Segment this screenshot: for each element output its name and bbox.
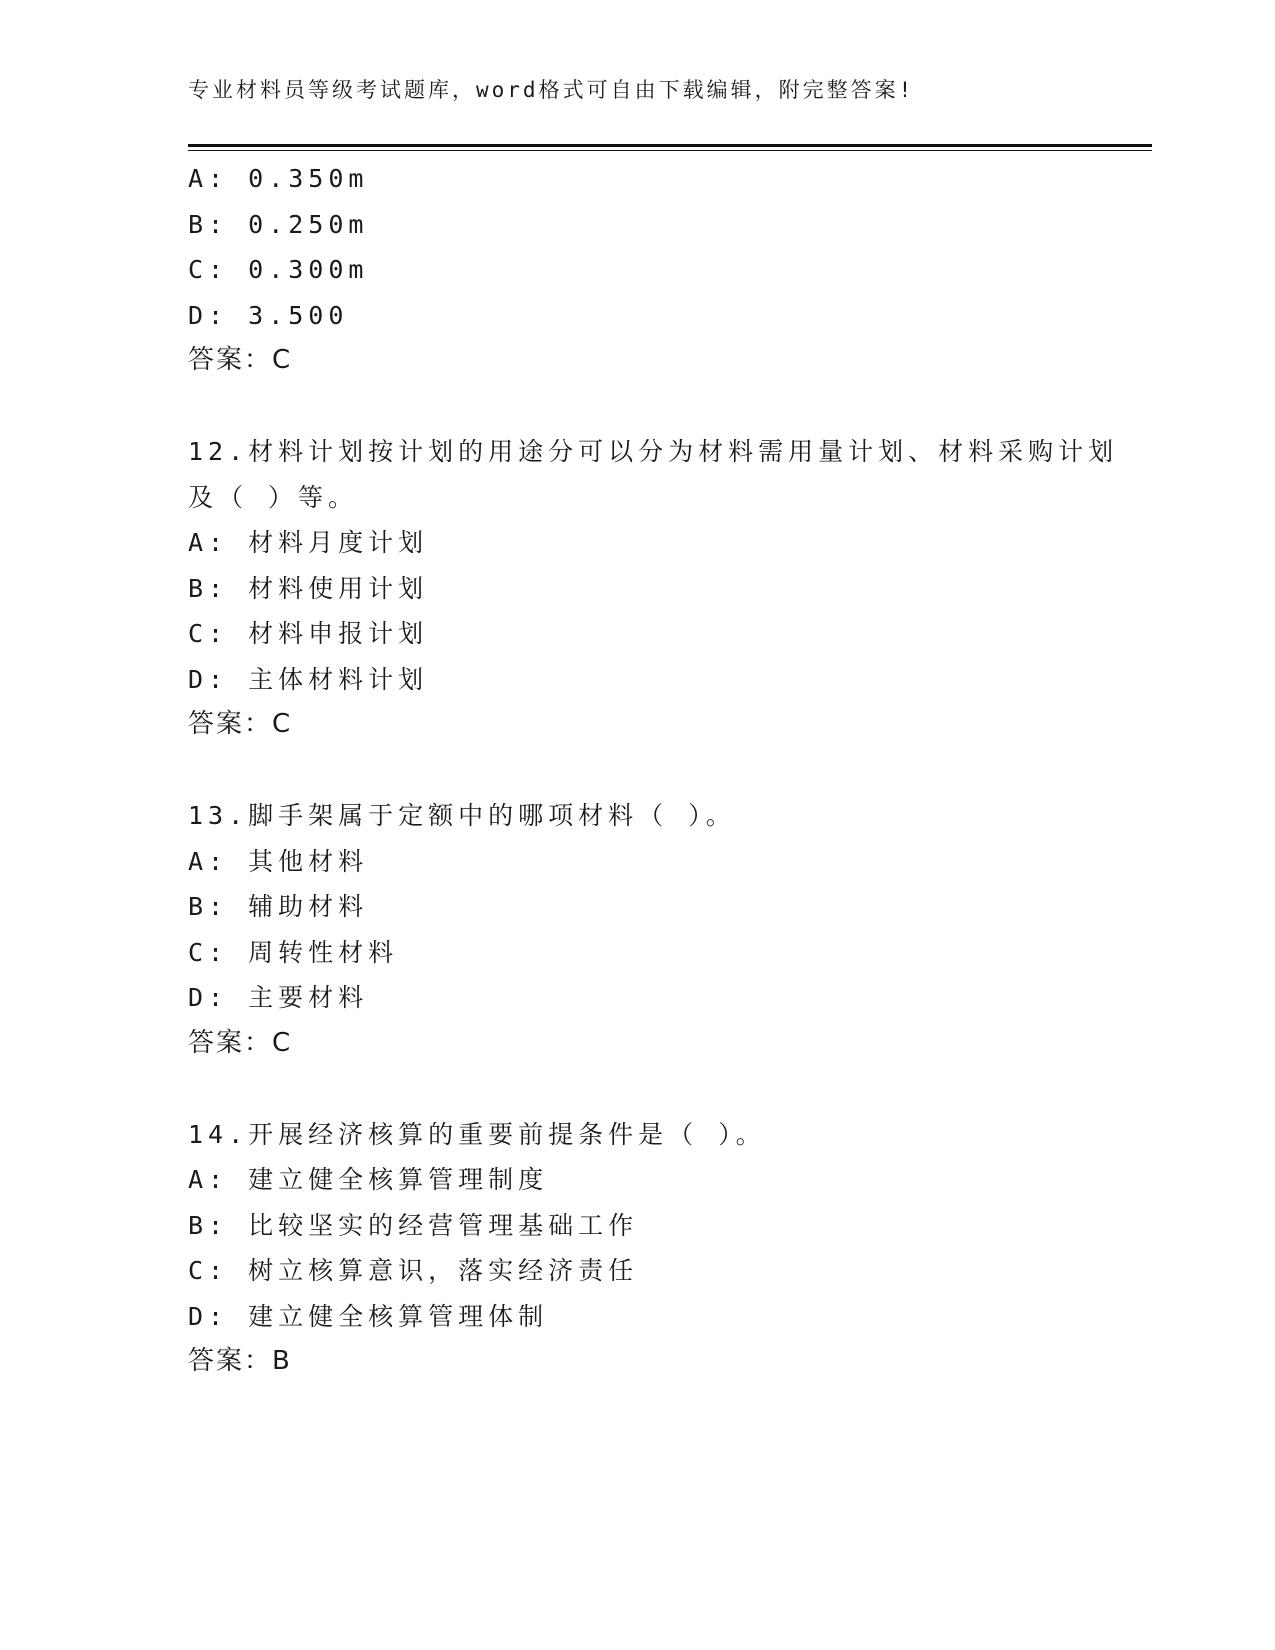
- option-b: B: 0.250m: [188, 209, 369, 239]
- answer-line: 答案：C: [188, 1027, 293, 1058]
- option-a: A: 建立健全核算管理制度: [188, 1165, 549, 1194]
- header-rule-thick: [188, 144, 1152, 147]
- answer-line: 答案：C: [188, 709, 293, 739]
- option-d: D: 主要材料: [188, 983, 369, 1012]
- option-b: B: 材料使用计划: [188, 573, 429, 603]
- question-stem: 14.开展经济核算的重要前提条件是（ ）。: [188, 1119, 766, 1149]
- answer-line: 答案：B: [188, 1346, 292, 1376]
- option-c: C: 周转性材料: [188, 937, 399, 967]
- option-d: D: 主体材料计划: [188, 664, 429, 694]
- option-b: B: 辅助材料: [188, 892, 369, 921]
- option-c: C: 材料申报计划: [188, 619, 429, 648]
- header-rule-thin: [188, 150, 1152, 151]
- question-list: [188, 156, 1128, 1385]
- option-a: A: 其他材料: [188, 846, 369, 876]
- question-stem: 12.材料计划按计划的用途分可以分为材料需用量计划、材料采购计划: [188, 437, 1119, 466]
- question-stem-continued: 及（ ）等。: [188, 482, 359, 512]
- page-header: 专业材料员等级考试题库，word格式可自由下载编辑，附完整答案!: [188, 78, 915, 102]
- option-c: C: 0.300m: [188, 255, 369, 284]
- option-d: D: 3.500: [188, 300, 349, 330]
- option-d: D: 建立健全核算管理体制: [188, 1301, 549, 1331]
- answer-line: 答案：C: [188, 345, 293, 375]
- option-a: A: 0.350m: [188, 164, 369, 193]
- question-stem: 13.脚手架属于定额中的哪项材料（ ）。: [188, 801, 736, 830]
- option-a: A: 材料月度计划: [188, 528, 429, 557]
- option-b: B: 比较坚实的经营管理基础工作: [188, 1210, 639, 1240]
- option-c: C: 树立核算意识，落实经济责任: [188, 1256, 639, 1285]
